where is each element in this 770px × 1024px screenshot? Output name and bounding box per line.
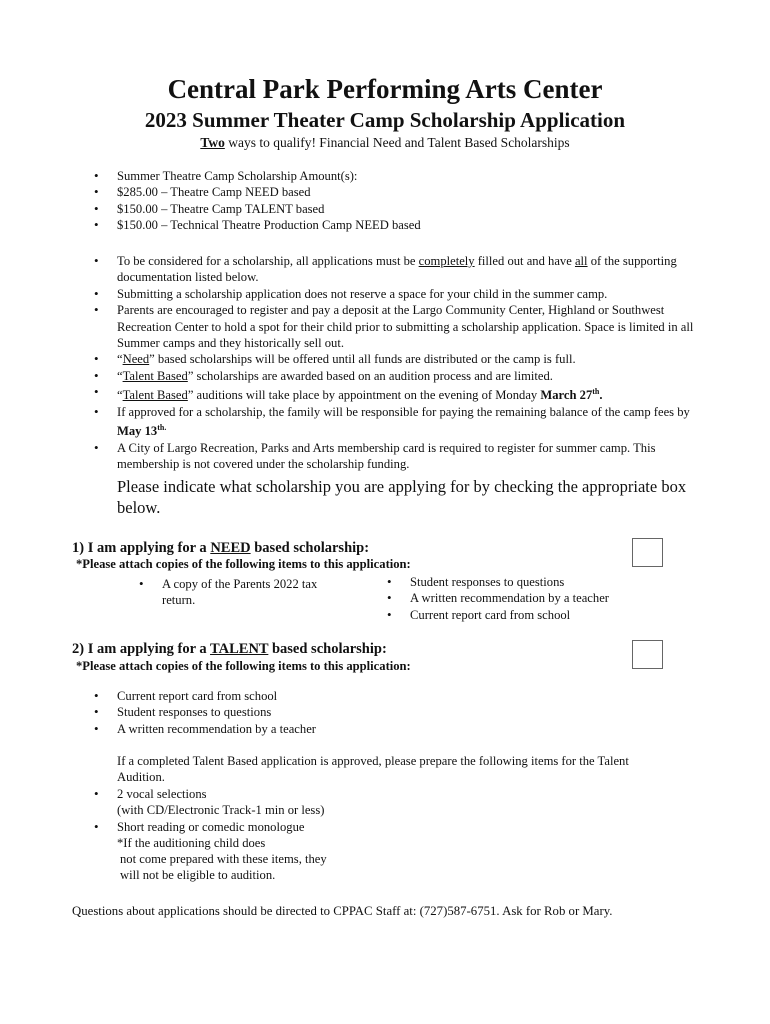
list-item: • A written recommendation by a teacher [117, 721, 707, 737]
audition-item-detail: (with CD/Electronic Track-1 min or less) [117, 803, 325, 818]
list-item [117, 786, 707, 819]
rule-audition-date [117, 384, 702, 404]
due-date: May 13 [117, 424, 158, 439]
rule-completeness [117, 253, 702, 286]
audition-date: March 27 [540, 388, 593, 403]
need-heading [72, 540, 369, 557]
rule-text: ” scholarships are awarded based on an audition process and are limited. [187, 368, 553, 383]
date-suffix: th [592, 387, 600, 397]
rule-emphasis: all [574, 254, 588, 268]
list-item: • $150.00 – Theatre Camp TALENT based [117, 201, 707, 217]
rules-list [117, 253, 702, 473]
approved-note: If a completed Talent Based application is approved, please prepare the following items for the Talent Audition. [117, 754, 629, 785]
date-suffix: th. [157, 423, 167, 433]
rule-register: • Parents are encouraged to register and pay a deposit at the Largo Community Center, Highland or Southwest Recreation Center to hold a spot for their child prior to submitting a scholarship application. Space is limited in all Summer camps and they historically sell out. [117, 302, 702, 351]
need-checkbox[interactable] [632, 538, 663, 567]
list-item: • Current report card from school [410, 607, 670, 623]
heading-emphasis: NEED [210, 540, 251, 556]
qualify-line [0, 135, 770, 151]
page-title: Central Park Performing Arts Center [167, 74, 603, 104]
quote: “ [117, 388, 123, 403]
heading-text: 1) I am applying for a [72, 540, 211, 556]
audition-warning-1: *If the auditioning child does [117, 836, 266, 850]
rule-text: filled out and have [474, 254, 575, 268]
rule-text: ” based scholarships will be offered until all funds are distributed or the camp is full. [149, 352, 576, 367]
talent-attach-note: *Please attach copies of the following items to this application: [76, 659, 411, 673]
rule-emphasis: Need [122, 352, 150, 367]
rule-balance [117, 404, 702, 440]
rule-emphasis: completely [418, 254, 475, 268]
rule-text: To be considered for a scholarship, all applications must be [117, 254, 419, 268]
need-attach-note: *Please attach copies of the following items to this application: [76, 557, 411, 571]
list-item: • Student responses to questions [410, 574, 670, 590]
talent-checkbox[interactable] [632, 640, 663, 669]
rule-need [117, 351, 702, 367]
list-item: • Short reading or comedic monologue [117, 819, 707, 835]
list-item: • Student responses to questions [117, 704, 707, 720]
qualify-text: ways to qualify! Financial Need and Talent Based Scholarships [224, 135, 570, 150]
heading-emphasis: TALENT [210, 641, 269, 657]
audition-list [117, 786, 707, 835]
audition-warning-2: not come prepared with these items, they [120, 852, 327, 866]
rule-text: If approved for a scholarship, the family will be responsible for paying the remaining balance of the camp fees by [117, 404, 690, 419]
need-left-list [162, 576, 352, 609]
list-item: • Current report card from school [117, 688, 707, 704]
rule-emphasis: Talent Based [122, 368, 188, 383]
rule-text: . [599, 388, 603, 403]
talent-items-list [117, 688, 707, 737]
audition-warning-3: will not be eligible to audition. [120, 868, 276, 882]
rule-text: ” auditions will take place by appointment on the evening of Monday [187, 388, 541, 403]
amounts-list [117, 168, 707, 234]
rule-text: of the supporting documentation listed below. [117, 254, 677, 285]
page-subtitle: 2023 Summer Theater Camp Scholarship Application [144, 108, 626, 132]
rule-membership: • A City of Largo Recreation, Parks and Arts membership card is required to register for summer camp. This membership is not covered under the scholarship funding. [117, 440, 702, 473]
list-item: • $150.00 – Technical Theatre Production Camp NEED based [117, 217, 707, 233]
list-item: • A written recommendation by a teacher [410, 590, 670, 606]
heading-text: based scholarship: [250, 540, 370, 556]
contact-footer: Questions about applications should be directed to CPPAC Staff at: (727)587-6751. Ask for Rob or Mary. [72, 904, 613, 918]
heading-text: 2) I am applying for a [72, 641, 211, 657]
rule-no-reserve: • Submitting a scholarship application does not reserve a space for your child in the summer camp. [117, 286, 702, 302]
list-item: • $285.00 – Theatre Camp NEED based [117, 184, 707, 200]
need-right-list [410, 574, 670, 623]
instruction-text: Please indicate what scholarship you are applying for by checking the appropriate box below. [117, 477, 687, 517]
rule-talent [117, 368, 702, 384]
list-item: • Summer Theatre Camp Scholarship Amount(s): [117, 168, 707, 184]
audition-item-text: • 2 vocal selections [117, 787, 207, 801]
qualify-emphasis: Two [200, 135, 225, 150]
quote: “ [117, 352, 123, 367]
list-item: • A copy of the Parents 2022 tax return. [162, 576, 352, 609]
rule-emphasis: Talent Based [122, 388, 188, 403]
quote: “ [117, 368, 123, 383]
talent-heading [72, 641, 387, 658]
heading-text: based scholarship: [268, 641, 387, 657]
